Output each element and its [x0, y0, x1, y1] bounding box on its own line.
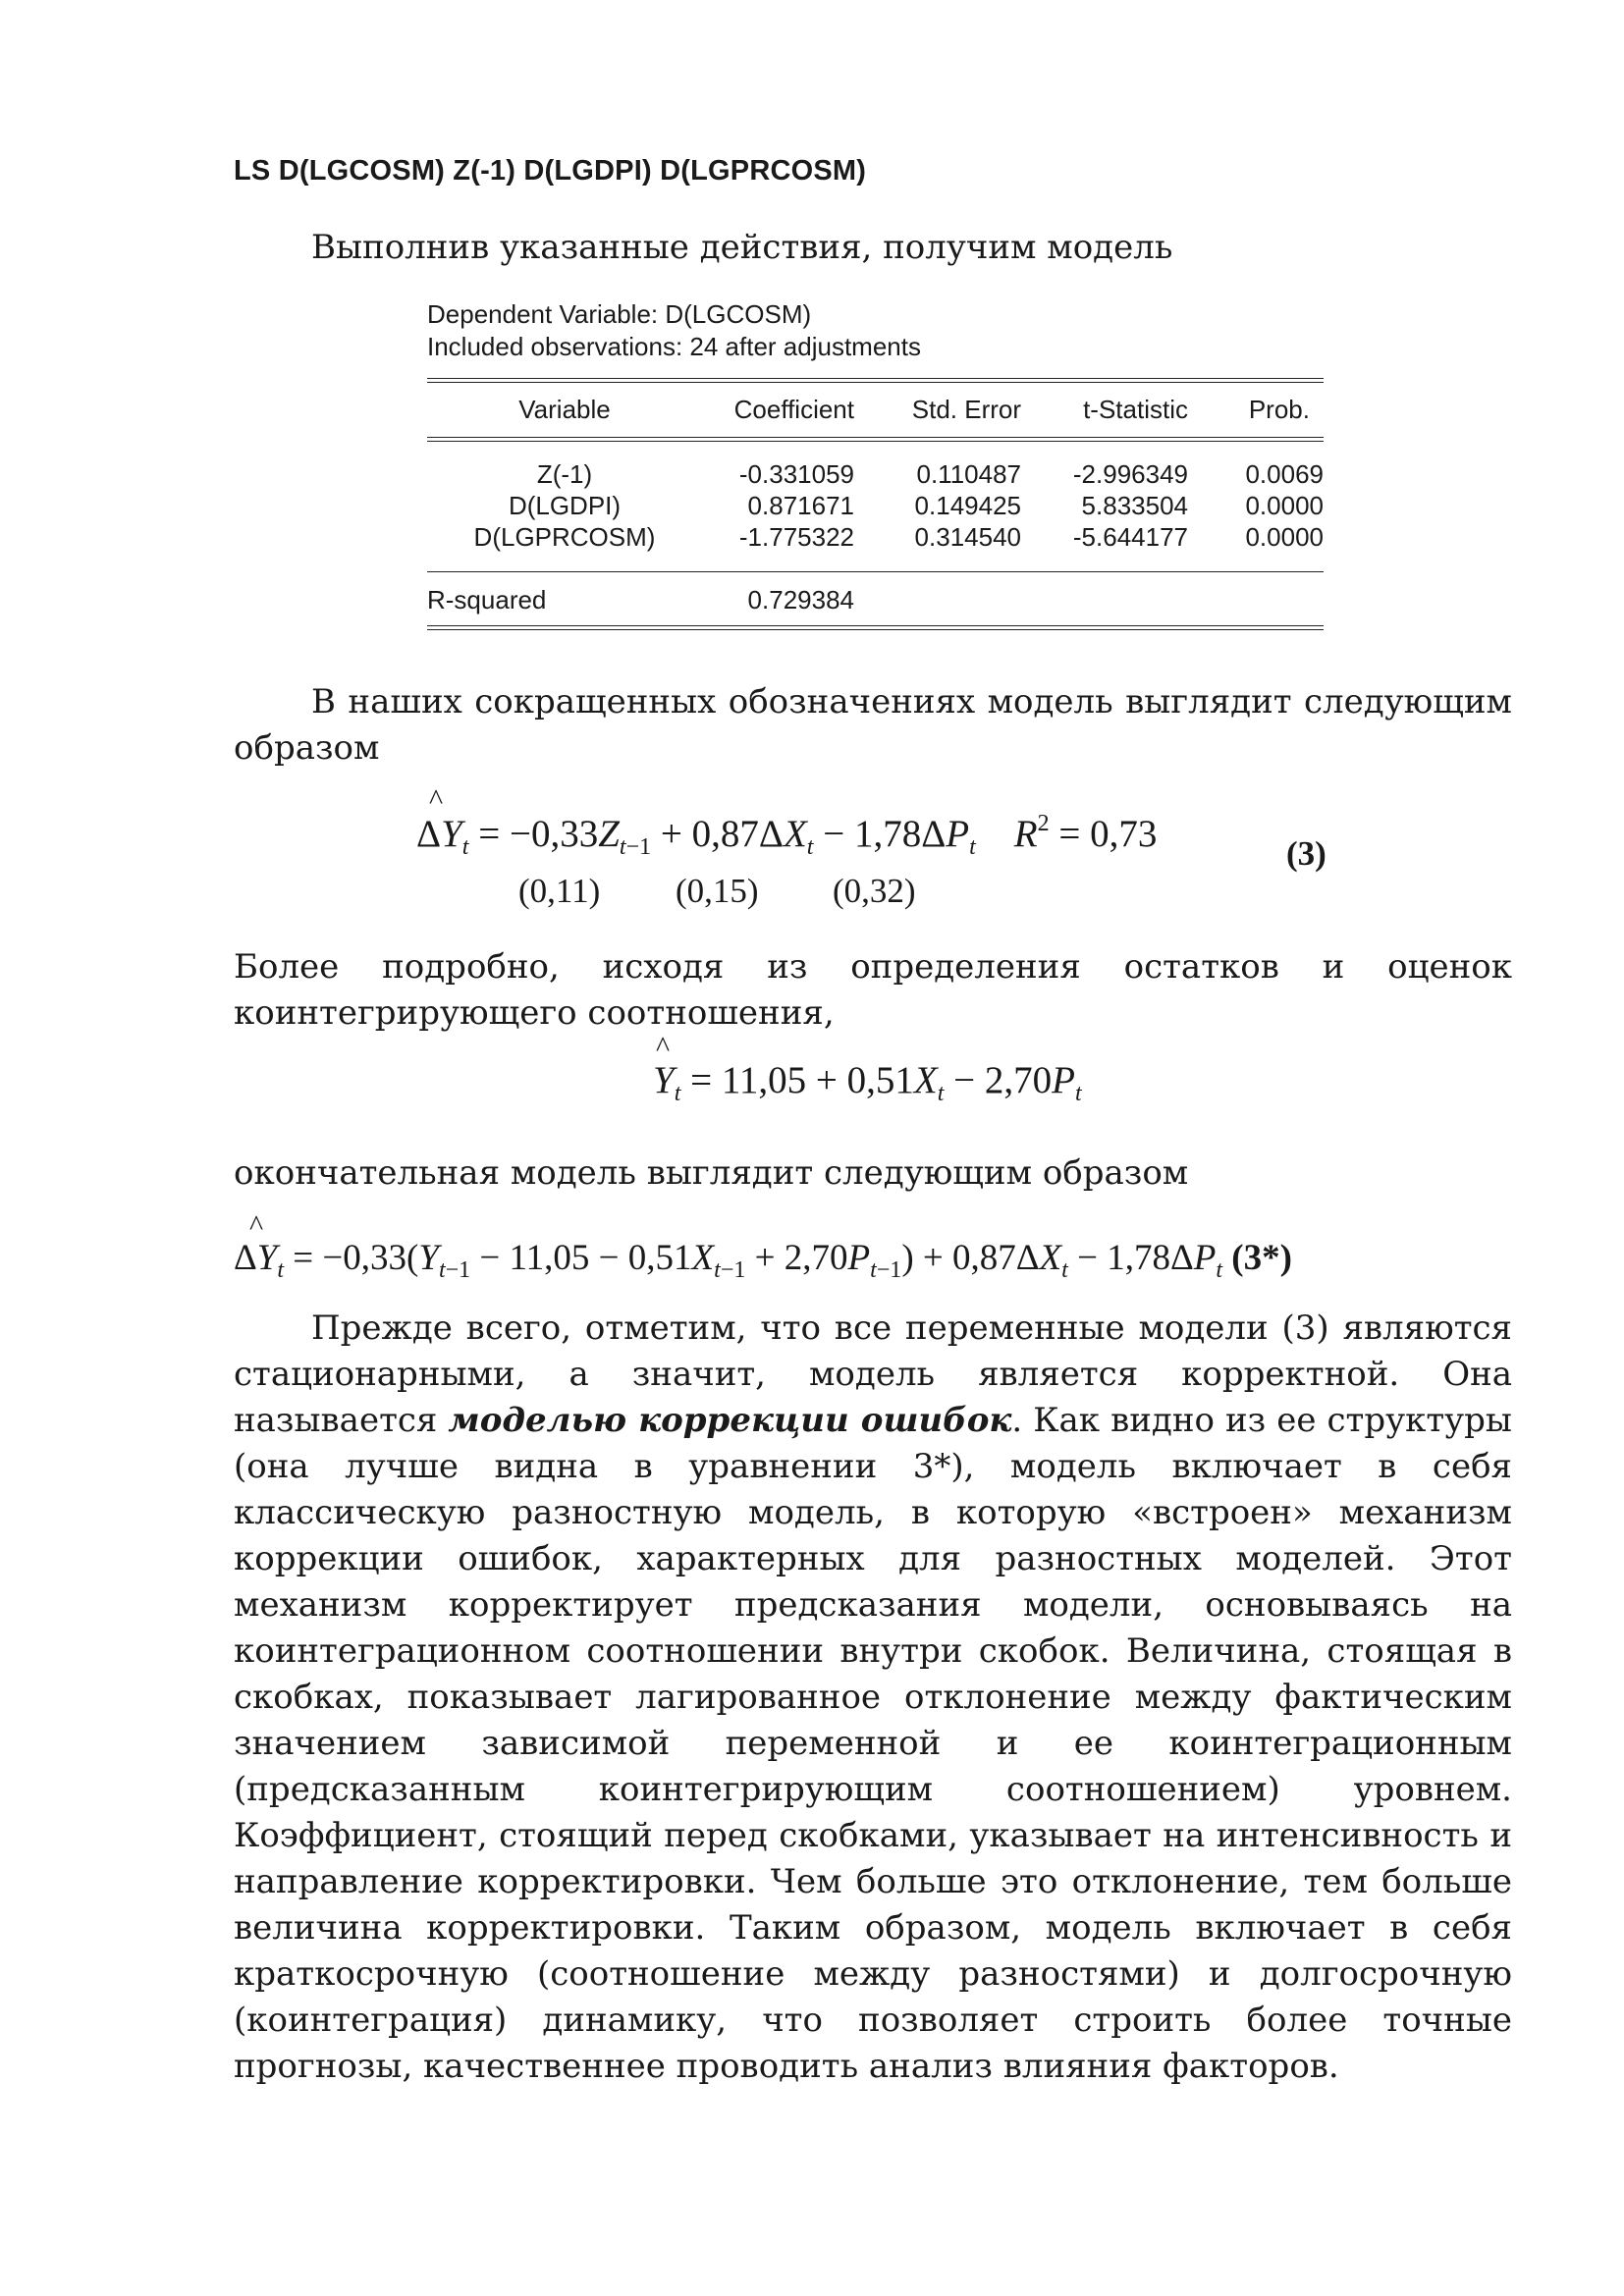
paragraph-short-notation: В нашиx сокращенных обозначениях модель выглядит следующим образом [234, 682, 1512, 768]
column-header-std-error: Std. Error [911, 395, 1021, 424]
paragraph-final-model: окончательная модель выглядит следующим образом [234, 1153, 1189, 1193]
equation-cointegration: $Y_t = 11,05 + 0,51X_t - 2,70P_t$ [653, 1059, 1082, 1106]
row-coefficient: 0.871671 [747, 491, 854, 520]
paragraph-main-body: Прежде всего, отметим, что все переменные модели (3) являются стационарными, а значит, модель является корректной. Она называется моделью коррекции ошибок. Как видно из ее структуры (она лучше видна в уравнении 3*), модель включает в себя классическую разностную модель, в которую «встроен» механизм коррекции ошибок, характерных для разностных моделей. Этот механизм корректирует предсказания модели, основываясь на коинтеграционном соотношении внутри скобок. Величина, стоящая в скобках, показывает лагированное отклонение между фактическим значением зависимой переменной и ее коинтеграционным (предсказанным коинтегрирующим соотношением) уровнем. Коэффициент, стоящий перед скобками, указывает на интенсивность и направление корректировки. Чем больше это отклонение, тем больше величина корректировки. Таким образом, модель включает в себя краткосрочную (соотношение между разностями) и долгосрочную (коинтеграция) динамику, что позволяет строить более точные прогнозы, качественнее проводить анализ влияния факторов. [234, 1308, 1512, 2086]
row-std-error: 0.110487 [916, 459, 1021, 489]
row-std-error: 0.314540 [914, 522, 1021, 552]
column-header-coefficient: Coefficient [733, 395, 854, 424]
column-header-variable: Variable [518, 395, 611, 424]
column-header-t-statistic: t-Statistic [1083, 395, 1188, 424]
hat-accent: ^ [656, 1031, 671, 1063]
row-t-statistic: 5.833504 [1081, 491, 1188, 520]
row-coefficient: -1.775322 [738, 522, 854, 552]
dependent-variable: Dependent Variable: D(LGCOSM) [427, 299, 812, 329]
row-prob: 0.0000 [1245, 522, 1324, 552]
r-squared-label: R-squared [427, 585, 547, 614]
hat-accent: ^ [249, 1209, 264, 1242]
equation-number: (3) [1286, 834, 1326, 873]
table-rule-bottom [427, 625, 1324, 630]
equation-number: (3*) [1231, 1238, 1292, 1278]
row-prob: 0.0069 [1245, 459, 1324, 489]
lead-sentence: Выполнив указанные действия, получим модель [311, 228, 1173, 267]
r-squared-value: 0.729384 [747, 585, 854, 614]
std-error-label: (0,15) [676, 872, 759, 910]
equation-3: $\Delta Y_t = -0,33Z_{t-1} + 0,87\Delta X_t - 1,78\Delta P_t$ $R^2 = 0,73$ [416, 811, 1158, 860]
std-error-label: (0,11) [518, 872, 601, 910]
included-observations: Included observations: 24 after adjustments [427, 332, 921, 361]
row-variable: Z(-1) [536, 459, 593, 489]
row-prob: 0.0000 [1245, 491, 1324, 520]
emphasis-term: моделью коррекции ошибок [448, 1401, 1012, 1440]
table-rule-top [427, 378, 1324, 383]
command-line: LS D(LGCOSM) Z(-1) D(LGDPI) D(LGPRCOSM) [234, 155, 867, 187]
row-t-statistic: -5.644177 [1072, 522, 1188, 552]
table-rule-header [427, 437, 1324, 442]
row-coefficient: -0.331059 [738, 459, 854, 489]
hat-accent: ^ [429, 783, 444, 816]
row-variable: D(LGPRCOSM) [473, 522, 656, 552]
equation-3-star: $\Delta Y_t = -0,33(Y_{t-1} - 11,05 - 0,51X_{t-1} + 2,70P_{t-1}) + 0,87\Delta X_t - 1,78\Delta P_t$ (3*) [234, 1238, 1292, 1283]
regression-header [427, 298, 921, 363]
row-std-error: 0.149425 [914, 491, 1021, 520]
row-variable: D(LGDPI) [508, 491, 622, 520]
paragraph-more-detail: Более подробно, исходя из определения остатков и оценок коинтегрирующего соотношения, [234, 947, 1512, 1033]
std-error-label: (0,32) [833, 872, 916, 910]
column-header-prob: Prob. [1248, 395, 1310, 424]
table-rule-stats [427, 571, 1324, 572]
row-t-statistic: -2.996349 [1072, 459, 1188, 489]
